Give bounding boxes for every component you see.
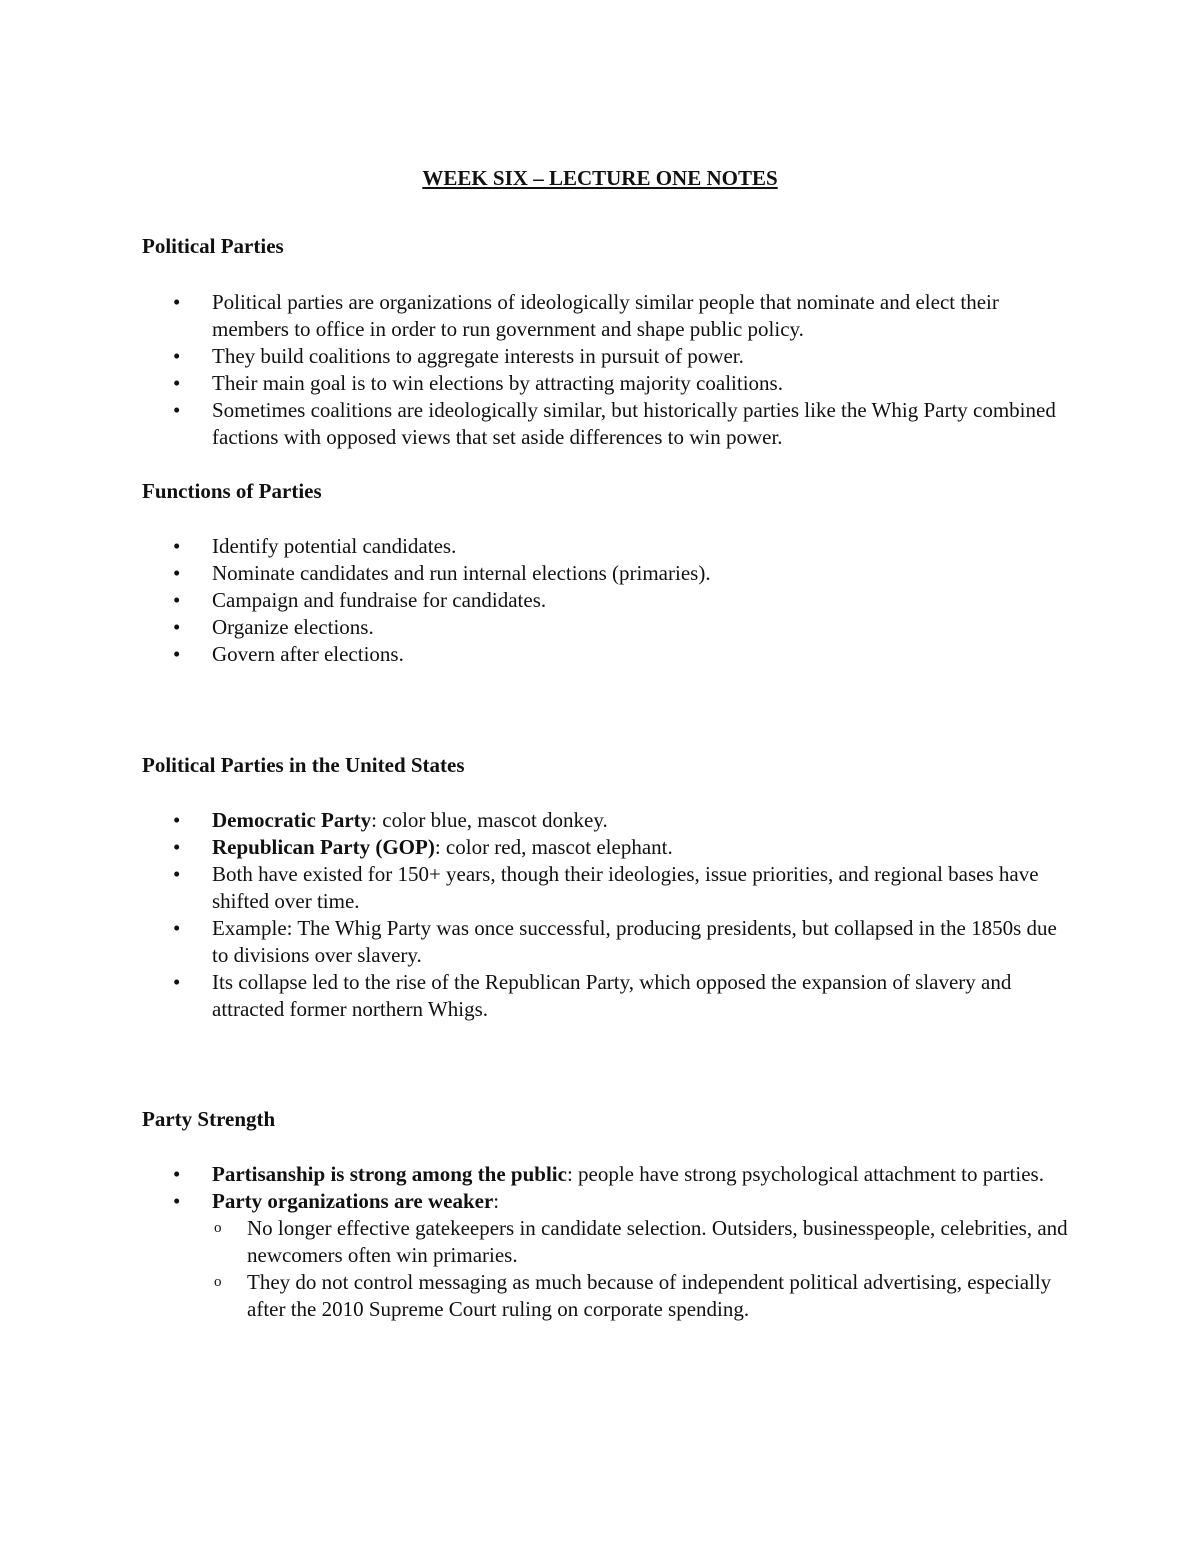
list-item: • Govern after elections. bbox=[142, 641, 1072, 668]
list-item: • Their main goal is to win elections by attracting majority coalitions. bbox=[142, 370, 1072, 397]
party-organizations-sublist bbox=[212, 1215, 1072, 1323]
section-heading-functions-of-parties: Functions of Parties bbox=[142, 479, 322, 503]
list-item: • Organize elections. bbox=[142, 614, 1072, 641]
list-item: • Republican Party (GOP): color red, mascot elephant. bbox=[142, 834, 1072, 861]
list-item: • Party organizations are weaker: o No longer effective gatekeepers in candidate selection. Outsiders, businesspeople, celebrities, and newcomers often win primaries. o They do not control messaging as much because of independent political advertising, especially after the 2010 Supreme Court ruling on corporate spending. bbox=[142, 1188, 1072, 1323]
list-item: • Democratic Party: color blue, mascot donkey. bbox=[142, 807, 1072, 834]
list-item: • Campaign and fundraise for candidates. bbox=[142, 587, 1072, 614]
sub-list-item: o They do not control messaging as much because of independent political advertising, especially after the 2010 Supreme Court ruling on corporate spending. bbox=[212, 1269, 1072, 1323]
section-heading-parties-in-us: Political Parties in the United States bbox=[142, 753, 465, 777]
list-item: • Its collapse led to the rise of the Republican Party, which opposed the expansion of slavery and attracted former northern Whigs. bbox=[142, 969, 1072, 1023]
section-heading-political-parties: Political Parties bbox=[142, 234, 284, 258]
list-item: • They build coalitions to aggregate interests in pursuit of power. bbox=[142, 343, 1072, 370]
list-item: • Political parties are organizations of ideologically similar people that nominate and elect their members to office in order to run government and shape public policy. bbox=[142, 289, 1072, 343]
parties-in-us-list bbox=[142, 807, 1072, 1023]
page-title: WEEK SIX – LECTURE ONE NOTES bbox=[422, 166, 778, 190]
list-item: • Partisanship is strong among the public: people have strong psychological attachment to parties. bbox=[142, 1161, 1072, 1188]
list-item: • Nominate candidates and run internal elections (primaries). bbox=[142, 560, 1072, 587]
list-item: • Both have existed for 150+ years, though their ideologies, issue priorities, and regional bases have shifted over time. bbox=[142, 861, 1072, 915]
sub-list-item: o No longer effective gatekeepers in candidate selection. Outsiders, businesspeople, celebrities, and newcomers often win primaries. bbox=[212, 1215, 1072, 1269]
political-parties-list bbox=[142, 289, 1072, 451]
party-strength-list bbox=[142, 1161, 1072, 1323]
functions-of-parties-list bbox=[142, 533, 1072, 668]
list-item: • Sometimes coalitions are ideologically similar, but historically parties like the Whig Party combined factions with opposed views that set aside differences to win power. bbox=[142, 397, 1072, 451]
section-heading-party-strength: Party Strength bbox=[142, 1107, 276, 1131]
list-item: • Example: The Whig Party was once successful, producing presidents, but collapsed in the 1850s due to divisions over slavery. bbox=[142, 915, 1072, 969]
list-item: • Identify potential candidates. bbox=[142, 533, 1072, 560]
